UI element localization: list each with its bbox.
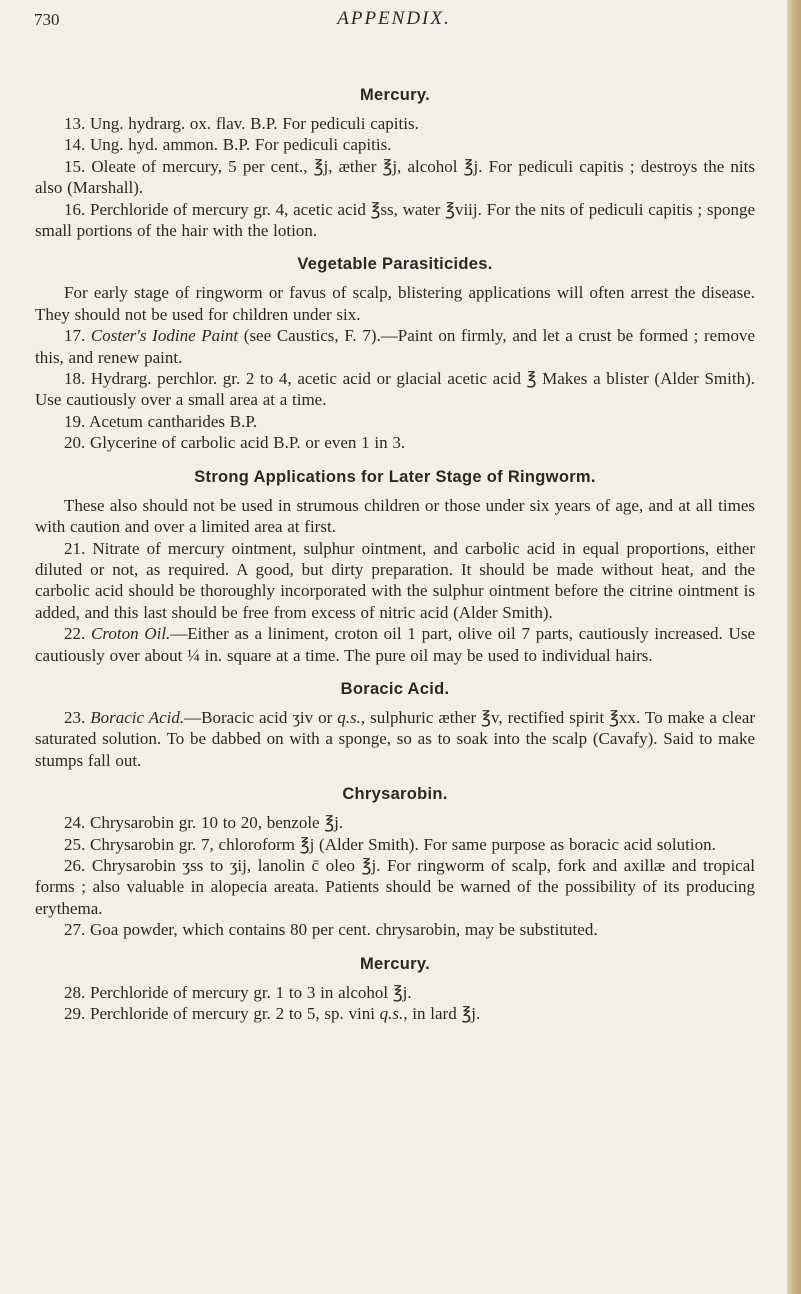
text-run: —Boracic acid ʒiv or xyxy=(184,707,338,727)
paragraph xyxy=(35,919,755,940)
text-run: , in lard ℥j. xyxy=(403,1004,481,1023)
section xyxy=(35,680,755,771)
paragraph xyxy=(35,707,755,771)
text-run: 20. Glycerine of carbolic acid B.P. or even 1 in 3. xyxy=(64,433,406,453)
section-heading: Strong Applications for Later Stage of Ringworm. xyxy=(194,467,596,486)
paragraph xyxy=(35,982,755,1003)
text-run: 16. Perchloride of mercury gr. 4, acetic acid ℥ss, water ℥viij. For the nits of pediculi capitis ; sponge small portions of the hair with the lotion. xyxy=(35,199,755,241)
text-run: 22. xyxy=(64,624,92,644)
paragraph xyxy=(35,282,755,325)
text-run: 13. Ung. hydrarg. ox. flav. B.P. For pediculi capitis. xyxy=(64,114,419,133)
text-run: 23. xyxy=(64,707,91,727)
paragraph xyxy=(35,199,755,242)
text-run: 17. xyxy=(64,326,91,346)
italic-text: q.s. xyxy=(379,1004,404,1023)
page-body xyxy=(35,86,755,1038)
text-run: These also should not be used in strumous children or those under six years of age, and at all times with caution and over a limited area at first. xyxy=(35,495,755,537)
text-run: For early stage of ringworm or favus of scalp, blistering applications will often arrest the disease. They should not be used for children under six. xyxy=(35,283,755,324)
section xyxy=(35,955,755,1025)
section xyxy=(35,785,755,940)
section-heading: Chrysarobin. xyxy=(342,785,448,804)
paragraph xyxy=(35,834,755,855)
italic-text: Coster's Iodine Paint xyxy=(90,326,239,346)
section-heading: Vegetable Parasiticides. xyxy=(297,255,493,274)
page-number: 730 xyxy=(34,10,60,29)
section xyxy=(35,468,755,666)
paragraph xyxy=(35,411,755,432)
paragraph xyxy=(35,134,755,155)
paragraph xyxy=(35,368,755,411)
running-title: APPENDIX. xyxy=(337,8,451,29)
text-run: 25. Chrysarobin gr. 7, chloroform ℥j (Alder Smith). For same purpose as boracic acid solution. xyxy=(64,834,716,854)
text-run: —Either as a liniment, croton oil 1 part, olive oil 7 parts, cautiously increased. Use cautiously over about ¼ in. square at a time. The pure oil may be used to individual hairs. xyxy=(35,624,755,665)
text-run: 19. Acetum cantharides B.P. xyxy=(64,411,258,431)
text-run: 14. Ung. hyd. ammon. B.P. For pediculi capitis. xyxy=(64,135,392,155)
text-run: , sulphuric æther ℥v, rectified spirit ℥xx. To make a clear saturated solution. To be dabbed on with a sponge, so as to soak into the scalp (Cavafy). Said to make stumps fall out. xyxy=(35,707,755,770)
text-run: (see Caustics, F. 7).—Paint on firmly, and let a crust be formed ; remove this, and renew paint. xyxy=(35,326,755,367)
paragraph xyxy=(35,855,755,919)
section xyxy=(35,86,755,241)
paragraph xyxy=(35,1003,755,1024)
paragraph xyxy=(35,623,755,666)
text-run: 18. Hydrarg. perchlor. gr. 2 to 4, acetic acid or glacial acetic acid ℥ Makes a blister (Alder Smith). Use cautiously over a small area at a time. xyxy=(35,369,755,410)
text-run: 27. Goa powder, which contains 80 per cent. chrysarobin, may be substituted. xyxy=(64,920,598,940)
paragraph xyxy=(35,113,755,134)
text-run: 28. Perchloride of mercury gr. 1 to 3 in alcohol ℥j. xyxy=(64,982,412,1002)
italic-text: q.s. xyxy=(337,707,361,727)
paragraph xyxy=(35,325,755,368)
text-run: 26. Chrysarobin ʒss to ʒij, lanolin c̄ oleo ℥j. For ringworm of scalp, fork and axillæ and tropical forms ; also valuable in alopecia areata. Patients should be warned of the possibility of its producing erythema. xyxy=(35,855,755,918)
page-edge xyxy=(787,0,801,1294)
section-heading: Boracic Acid. xyxy=(340,679,450,698)
paragraph xyxy=(35,432,755,453)
text-run: 21. Nitrate of mercury ointment, sulphur ointment, and carbolic acid in equal proportions, either diluted or not, as required. A good, but dirty preparation. It should be made without heat, and the carbolic acid should be thoroughly incorporated with the sulphur ointment before the citrine ointment is added, and this last should be free from excess of nitric acid (Alder Smith). xyxy=(35,538,755,622)
paragraph xyxy=(35,538,755,624)
italic-text: Boracic Acid. xyxy=(90,707,185,727)
section-heading: Mercury. xyxy=(360,954,430,973)
section xyxy=(35,255,755,453)
section-heading: Mercury. xyxy=(360,86,430,104)
text-run: 29. Perchloride of mercury gr. 2 to 5, sp. vini xyxy=(64,1004,380,1023)
italic-text: Croton Oil. xyxy=(91,624,171,644)
page-header xyxy=(34,6,754,40)
paragraph xyxy=(35,156,755,199)
paragraph xyxy=(35,495,755,538)
paragraph xyxy=(35,812,755,833)
text-run: 15. Oleate of mercury, 5 per cent., ℥j, æther ℥j, alcohol ℥j. For pediculi capitis ; destroys the nits also (Marshall). xyxy=(35,156,755,198)
text-run: 24. Chrysarobin gr. 10 to 20, benzole ℥j. xyxy=(64,813,344,833)
